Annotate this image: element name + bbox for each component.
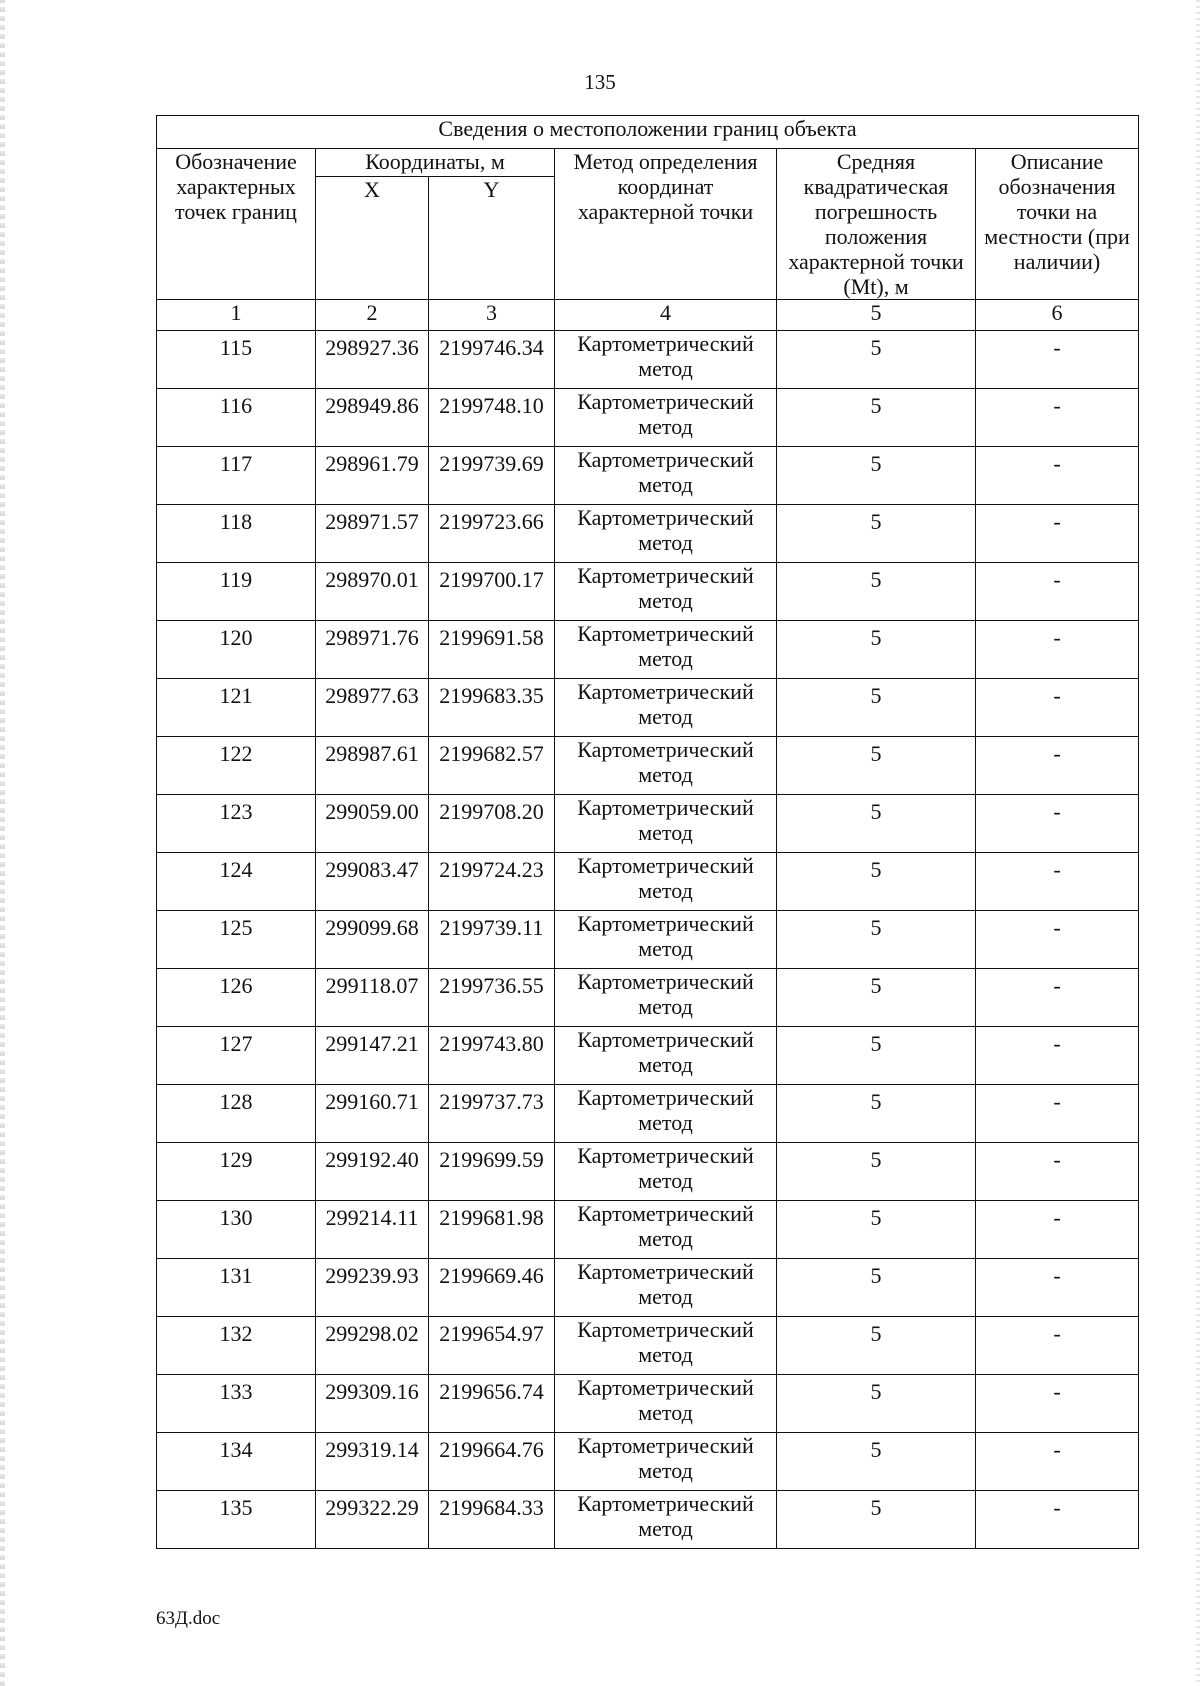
cell-x: 298949.86	[316, 389, 429, 447]
cell-x: 299099.68	[316, 911, 429, 969]
cell-point: 129	[157, 1143, 316, 1201]
cell-description: -	[976, 737, 1139, 795]
cell-x: 299192.40	[316, 1143, 429, 1201]
cell-error: 5	[777, 679, 976, 737]
cell-description: -	[976, 1259, 1139, 1317]
footer-filename: 63Д.doc	[156, 1608, 221, 1629]
scan-edge-right	[1196, 0, 1200, 1686]
column-number: 6	[976, 300, 1139, 331]
cell-y: 2199684.33	[429, 1491, 555, 1549]
cell-x: 298971.57	[316, 505, 429, 563]
table-row	[157, 1433, 1139, 1491]
cell-error: 5	[777, 795, 976, 853]
cell-description: -	[976, 1375, 1139, 1433]
cell-description: -	[976, 911, 1139, 969]
cell-point: 131	[157, 1259, 316, 1317]
cell-y: 2199669.46	[429, 1259, 555, 1317]
cell-method: Картометрический метод	[555, 1317, 777, 1375]
table-title: Сведения о местоположении границ объекта	[157, 116, 1139, 149]
cell-x: 298927.36	[316, 331, 429, 389]
cell-y: 2199699.59	[429, 1143, 555, 1201]
cell-description: -	[976, 1317, 1139, 1375]
table-row	[157, 795, 1139, 853]
header-row	[157, 149, 1139, 177]
cell-error: 5	[777, 389, 976, 447]
header-point-designation: Обозначение характерных точек границ	[157, 149, 316, 300]
boundary-coordinates-table	[156, 115, 1139, 1549]
cell-error: 5	[777, 853, 976, 911]
cell-x: 299239.93	[316, 1259, 429, 1317]
column-number: 5	[777, 300, 976, 331]
cell-x: 298961.79	[316, 447, 429, 505]
cell-method: Картометрический метод	[555, 1143, 777, 1201]
cell-description: -	[976, 1491, 1139, 1549]
cell-point: 120	[157, 621, 316, 679]
cell-y: 2199739.11	[429, 911, 555, 969]
cell-point: 122	[157, 737, 316, 795]
cell-y: 2199681.98	[429, 1201, 555, 1259]
cell-method: Картометрический метод	[555, 1433, 777, 1491]
cell-method: Картометрический метод	[555, 853, 777, 911]
cell-x: 298971.76	[316, 621, 429, 679]
cell-point: 132	[157, 1317, 316, 1375]
cell-y: 2199723.66	[429, 505, 555, 563]
cell-description: -	[976, 1027, 1139, 1085]
cell-description: -	[976, 331, 1139, 389]
cell-x: 299322.29	[316, 1491, 429, 1549]
column-number: 1	[157, 300, 316, 331]
cell-x: 298987.61	[316, 737, 429, 795]
table-row	[157, 1027, 1139, 1085]
table-row	[157, 563, 1139, 621]
table-row	[157, 1259, 1139, 1317]
cell-point: 127	[157, 1027, 316, 1085]
table-row	[157, 1201, 1139, 1259]
cell-method: Картометрический метод	[555, 331, 777, 389]
cell-description: -	[976, 853, 1139, 911]
table-row	[157, 911, 1139, 969]
cell-method: Картометрический метод	[555, 621, 777, 679]
cell-error: 5	[777, 969, 976, 1027]
cell-error: 5	[777, 1433, 976, 1491]
cell-error: 5	[777, 1491, 976, 1549]
cell-y: 2199743.80	[429, 1027, 555, 1085]
table-row	[157, 1143, 1139, 1201]
table-row	[157, 853, 1139, 911]
cell-method: Картометрический метод	[555, 911, 777, 969]
cell-error: 5	[777, 1143, 976, 1201]
column-number: 4	[555, 300, 777, 331]
table-body	[157, 116, 1139, 1549]
cell-point: 135	[157, 1491, 316, 1549]
header-x: X	[316, 177, 429, 300]
cell-point: 116	[157, 389, 316, 447]
cell-method: Картометрический метод	[555, 447, 777, 505]
cell-method: Картометрический метод	[555, 679, 777, 737]
cell-point: 128	[157, 1085, 316, 1143]
table-row	[157, 1375, 1139, 1433]
cell-y: 2199682.57	[429, 737, 555, 795]
table-row	[157, 389, 1139, 447]
cell-y: 2199664.76	[429, 1433, 555, 1491]
header-y: Y	[429, 177, 555, 300]
cell-description: -	[976, 679, 1139, 737]
cell-method: Картометрический метод	[555, 389, 777, 447]
cell-error: 5	[777, 621, 976, 679]
cell-description: -	[976, 1201, 1139, 1259]
cell-y: 2199724.23	[429, 853, 555, 911]
header-coordinates: Координаты, м	[316, 149, 555, 177]
cell-method: Картометрический метод	[555, 563, 777, 621]
cell-error: 5	[777, 331, 976, 389]
cell-x: 299083.47	[316, 853, 429, 911]
cell-description: -	[976, 621, 1139, 679]
cell-x: 299214.11	[316, 1201, 429, 1259]
cell-point: 121	[157, 679, 316, 737]
cell-point: 115	[157, 331, 316, 389]
cell-error: 5	[777, 1317, 976, 1375]
table-row	[157, 737, 1139, 795]
table-row	[157, 621, 1139, 679]
cell-description: -	[976, 563, 1139, 621]
cell-method: Картометрический метод	[555, 1027, 777, 1085]
cell-method: Картометрический метод	[555, 1085, 777, 1143]
cell-y: 2199746.34	[429, 331, 555, 389]
table-row	[157, 1317, 1139, 1375]
cell-error: 5	[777, 1375, 976, 1433]
cell-y: 2199654.97	[429, 1317, 555, 1375]
cell-x: 298977.63	[316, 679, 429, 737]
table-row	[157, 969, 1139, 1027]
table-row	[157, 447, 1139, 505]
cell-y: 2199708.20	[429, 795, 555, 853]
cell-error: 5	[777, 1085, 976, 1143]
cell-method: Картометрический метод	[555, 737, 777, 795]
cell-point: 130	[157, 1201, 316, 1259]
header-description: Описание обозначения точки на местности (при наличии)	[976, 149, 1139, 300]
cell-point: 133	[157, 1375, 316, 1433]
cell-error: 5	[777, 911, 976, 969]
cell-x: 299118.07	[316, 969, 429, 1027]
cell-x: 299319.14	[316, 1433, 429, 1491]
cell-error: 5	[777, 1027, 976, 1085]
cell-y: 2199700.17	[429, 563, 555, 621]
cell-point: 117	[157, 447, 316, 505]
cell-point: 125	[157, 911, 316, 969]
header-error: Средняя квадратическая погрешность положения характерной точки (Mt), м	[777, 149, 976, 300]
cell-x: 299160.71	[316, 1085, 429, 1143]
cell-point: 123	[157, 795, 316, 853]
cell-description: -	[976, 1433, 1139, 1491]
cell-y: 2199748.10	[429, 389, 555, 447]
cell-x: 299147.21	[316, 1027, 429, 1085]
cell-method: Картометрический метод	[555, 1491, 777, 1549]
cell-x: 299309.16	[316, 1375, 429, 1433]
column-number: 2	[316, 300, 429, 331]
cell-point: 134	[157, 1433, 316, 1491]
cell-method: Картометрический метод	[555, 1375, 777, 1433]
scan-edge-left	[0, 0, 5, 1686]
cell-method: Картометрический метод	[555, 505, 777, 563]
cell-error: 5	[777, 1201, 976, 1259]
cell-error: 5	[777, 563, 976, 621]
cell-point: 118	[157, 505, 316, 563]
cell-error: 5	[777, 505, 976, 563]
cell-x: 299298.02	[316, 1317, 429, 1375]
table-row	[157, 331, 1139, 389]
page-number: 135	[584, 70, 616, 94]
cell-point: 126	[157, 969, 316, 1027]
cell-method: Картометрический метод	[555, 1259, 777, 1317]
cell-description: -	[976, 505, 1139, 563]
table-row	[157, 1491, 1139, 1549]
table-row	[157, 679, 1139, 737]
cell-y: 2199737.73	[429, 1085, 555, 1143]
cell-description: -	[976, 389, 1139, 447]
table-title-row	[157, 116, 1139, 149]
cell-y: 2199739.69	[429, 447, 555, 505]
cell-x: 298970.01	[316, 563, 429, 621]
cell-error: 5	[777, 447, 976, 505]
header-method: Метод определения координат характерной точки	[555, 149, 777, 300]
cell-error: 5	[777, 737, 976, 795]
cell-description: -	[976, 795, 1139, 853]
cell-x: 299059.00	[316, 795, 429, 853]
cell-method: Картометрический метод	[555, 1201, 777, 1259]
table-row	[157, 505, 1139, 563]
cell-y: 2199736.55	[429, 969, 555, 1027]
column-number: 3	[429, 300, 555, 331]
cell-error: 5	[777, 1259, 976, 1317]
table-row	[157, 1085, 1139, 1143]
cell-description: -	[976, 447, 1139, 505]
cell-y: 2199691.58	[429, 621, 555, 679]
cell-method: Картометрический метод	[555, 795, 777, 853]
cell-description: -	[976, 1143, 1139, 1201]
cell-point: 119	[157, 563, 316, 621]
cell-y: 2199656.74	[429, 1375, 555, 1433]
column-number-row	[157, 300, 1139, 331]
cell-description: -	[976, 969, 1139, 1027]
cell-method: Картометрический метод	[555, 969, 777, 1027]
cell-point: 124	[157, 853, 316, 911]
cell-description: -	[976, 1085, 1139, 1143]
cell-y: 2199683.35	[429, 679, 555, 737]
